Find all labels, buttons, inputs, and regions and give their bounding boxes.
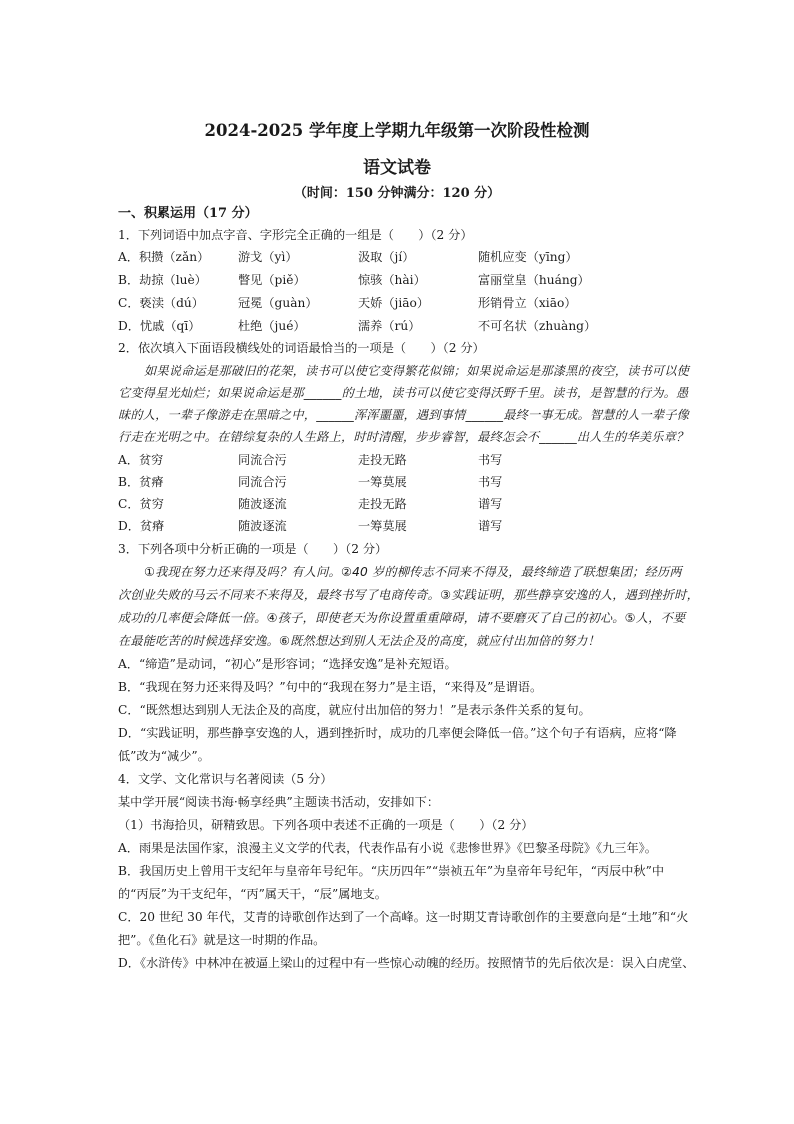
q1-option-a-2: 游戈（yì）	[238, 250, 298, 264]
question-4-stem: 4．文学、文化常识与名著阅读（5 分）	[118, 772, 333, 786]
q1-option-d-1: D．忧戚（qī）	[118, 319, 201, 333]
q3-passage-line: 次创业失败的马云不同来不来得及，最终书写了电商传奇。③实践证明，那些静享安逸的人，遇到挫折时，	[118, 588, 699, 602]
q2-option-a-2: 同流合污	[238, 453, 287, 467]
q2-option-d-2: 随波逐流	[238, 519, 287, 533]
q2-option-b-3: 一筹莫展	[358, 475, 407, 489]
q2-option-c-4: 谱写	[478, 497, 503, 511]
q3-passage-line: 成功的几率便会降低一倍。④孩子，即使老天为你设置重重障碍，请不要磨灭了自己的初心。⑤人，不要	[118, 611, 686, 625]
question-3-stem: 3．下列各项中分析正确的一项是（ ）（2 分）	[118, 542, 388, 556]
q2-option-b-4: 书写	[478, 475, 503, 489]
q3-passage-line: 在最能吃苦的时候选择安逸。⑥既然想达到别人无法企及的高度，就应付出加倍的努力！	[118, 634, 600, 648]
q1-option-d-3: 濡养（rú）	[358, 319, 421, 333]
q1-option-d-4: 不可名状（zhuàng）	[478, 319, 597, 333]
q1-option-a-4: 随机应变（yīng）	[478, 250, 578, 264]
q1-option-c-4: 形销骨立（xiāo）	[478, 296, 577, 310]
q2-option-c-1: C．贫穷	[118, 497, 164, 511]
q2-passage-line: 如果说命运是那破旧的花架，读书可以使它变得繁花似锦；如果说命运是那漆黑的夜空，读书可以使	[144, 364, 690, 378]
q1-option-a-1: A．积攒（zǎn）	[118, 250, 210, 264]
question-2-stem: 2．依次填入下面语段横线处的词语最恰当的一项是（ ）（2 分）	[118, 341, 485, 355]
q2-option-a-4: 书写	[478, 453, 503, 467]
q1-option-b-2: 瞥见（piě）	[238, 273, 306, 287]
q2-passage-line: 昧的人，一辈子像游走在黑暗之中，______浑浑噩噩，遇到事情______最终一事无成。智慧的人一辈子像	[118, 408, 690, 422]
q3-option-d: D．“实践证明，那些静享安逸的人，遇到挫折时，成功的几率便会降低一倍。”这个句子有语病，应将“降	[118, 726, 677, 740]
q2-passage-line: 行走在光明之中。在错综复杂的人生路上，时时清醒，步步睿智，最终怎会不______出人生的华美乐章？	[118, 430, 689, 444]
q1-option-c-3: 天娇（jiāo）	[358, 296, 430, 310]
q2-option-a-3: 走投无路	[358, 453, 407, 467]
q3-option-a: A．“缔造”是动词，“初心”是形容词；“选择安逸”是补充短语。	[118, 657, 457, 671]
q4-intro: 某中学开展“阅读书海·畅享经典”主题读书活动，安排如下：	[118, 795, 440, 809]
q2-option-c-2: 随波逐流	[238, 497, 287, 511]
q4-subquestion-1: （1）书海拾贝，研精致思。下列各项中表述不正确的一项是（ ）（2 分）	[118, 818, 534, 832]
q3-option-d-cont: 低”改为“减少”。	[118, 749, 210, 763]
exam-time-info: （时间：150 分钟满分：120 分）	[293, 186, 501, 201]
q1-option-b-4: 富丽堂皇（huáng）	[478, 273, 590, 287]
q4-option-c: C．20 世纪 30 年代，艾青的诗歌创作达到了一个高峰。这一时期艾青诗歌创作的主要意向是“土地”和“火	[118, 910, 689, 924]
exam-subtitle: 语文试卷	[363, 158, 431, 178]
q1-option-c-2: 冠冕（guàn）	[238, 296, 318, 310]
q2-option-d-3: 一筹莫展	[358, 519, 407, 533]
exam-title: 2024-2025 学年度上学期九年级第一次阶段性检测	[204, 121, 590, 140]
q1-option-c-1: C．亵渎（dú）	[118, 296, 204, 310]
section-heading: 一、积累运用（17 分）	[118, 206, 258, 221]
q4-option-b: B．我国历史上曾用干支纪年与皇帝年号纪年。“庆历四年”“崇祯五年”为皇帝年号纪年，“丙辰中秋”中	[118, 864, 665, 878]
q4-option-b-cont: 的“丙辰”为干支纪年，“丙”属天干，“辰”属地支。	[118, 887, 387, 901]
q2-option-b-2: 同流合污	[238, 475, 287, 489]
q2-option-c-3: 走投无路	[358, 497, 407, 511]
question-1-stem: 1．下列词语中加点字音、字形完全正确的一组是（ ）（2 分）	[118, 228, 473, 242]
q2-option-d-1: D．贫瘠	[118, 519, 165, 533]
q1-option-b-3: 惊骇（hài）	[358, 273, 426, 287]
q4-option-d: D．《水浒传》中林冲在被逼上梁山的过程中有一些惊心动魄的经历。按照情节的先后依次是：误入白虎堂、	[118, 956, 695, 970]
q3-passage-line: ①我现在努力还来得及吗？有人问。②40 岁的柳传志不同来不得及，最终缔造了联想集团；经历两	[144, 565, 682, 579]
q2-option-a-1: A．贫穷	[118, 453, 164, 467]
q1-option-b-1: B．劫掠（luè）	[118, 273, 207, 287]
q2-option-d-4: 谱写	[478, 519, 503, 533]
q2-passage-line: 它变得星光灿烂；如果说命运是那______的土地，读书可以使它变得沃野千里。读书，是智慧的行为。愚	[118, 386, 689, 400]
q1-option-d-2: 杜绝（jué）	[238, 319, 306, 333]
q2-option-b-1: B．贫瘠	[118, 475, 164, 489]
q4-option-a: A．雨果是法国作家，浪漫主义文学的代表，代表作品有小说《悲惨世界》《巴黎圣母院》《九三年》。	[118, 841, 657, 855]
q3-option-b: B．“我现在努力还来得及吗？”句中的“我现在努力”是主语，“来得及”是谓语。	[118, 680, 543, 694]
q4-option-c-cont: 把”。《鱼化石》就是这一时期的作品。	[118, 933, 326, 947]
q3-option-c: C．“既然想达到别人无法企及的高度，就应付出加倍的努力！”是表示条件关系的复句。	[118, 703, 591, 717]
q1-option-a-3: 汲取（jí）	[358, 250, 415, 264]
